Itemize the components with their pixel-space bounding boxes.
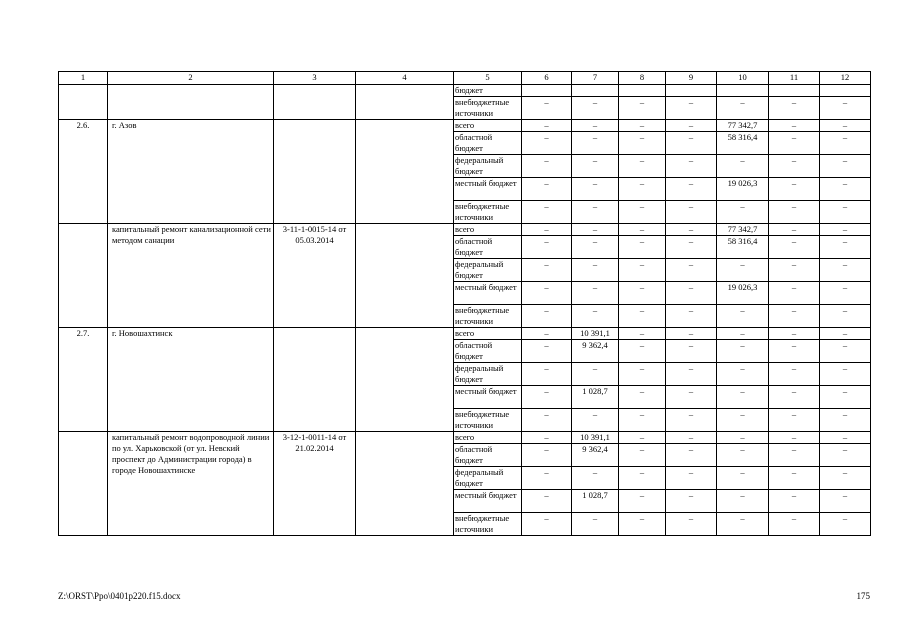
object-cell: капитальный ремонт водопроводной линии по ул. Харьковской (от ул. Невский проспект до Администрации города) в городе Новошахтинске — [108, 432, 274, 536]
funding-source-label: федеральный бюджет — [454, 155, 522, 178]
row-number-cell — [59, 85, 108, 120]
funding-source-label: внебюджетные источники — [454, 409, 522, 432]
value-cell-col10: – — [717, 386, 769, 409]
value-cell-col9: – — [666, 328, 717, 340]
value-cell-col9: – — [666, 132, 717, 155]
value-cell-col7: – — [572, 282, 619, 305]
object-cell: г. Новошахтинск — [108, 328, 274, 432]
value-cell-col8: – — [619, 282, 666, 305]
row-number-cell: 2.7. — [59, 328, 108, 432]
value-cell-col8: – — [619, 224, 666, 236]
value-cell-col12: – — [820, 340, 871, 363]
value-cell-col6: – — [522, 305, 572, 328]
value-cell-col9: – — [666, 282, 717, 305]
value-cell-col10: – — [717, 513, 769, 536]
funding-source-label: бюджет — [454, 85, 522, 97]
value-cell-col10: – — [717, 340, 769, 363]
value-cell-col6: – — [522, 513, 572, 536]
column-header-2: 2 — [108, 72, 274, 85]
value-cell-col12: – — [820, 178, 871, 201]
column-header-8: 8 — [619, 72, 666, 85]
value-cell-col10: – — [717, 363, 769, 386]
value-cell-col7: – — [572, 363, 619, 386]
value-cell-col7: 9 362,4 — [572, 340, 619, 363]
document-cell: 3-12-1-0011-14 от 21.02.2014 — [274, 432, 356, 536]
value-cell-col8: – — [619, 305, 666, 328]
value-cell-col11: – — [769, 132, 820, 155]
value-cell-col7: – — [572, 409, 619, 432]
funding-source-label: внебюджетные источники — [454, 201, 522, 224]
value-cell-col11: – — [769, 97, 820, 120]
value-cell-col10: – — [717, 432, 769, 444]
value-cell-col7: 1 028,7 — [572, 490, 619, 513]
value-cell-col11: – — [769, 224, 820, 236]
value-cell-col6: – — [522, 386, 572, 409]
value-cell-col11: – — [769, 513, 820, 536]
col4-cell — [356, 432, 454, 536]
funding-source-label: всего — [454, 328, 522, 340]
value-cell-col9: – — [666, 259, 717, 282]
value-cell-col9: – — [666, 97, 717, 120]
value-cell-col8: – — [619, 409, 666, 432]
value-cell-col7 — [572, 85, 619, 97]
value-cell-col7: – — [572, 178, 619, 201]
value-cell-col7: – — [572, 236, 619, 259]
col4-cell — [356, 85, 454, 120]
table-row — [59, 85, 871, 97]
value-cell-col6: – — [522, 201, 572, 224]
column-header-7: 7 — [572, 72, 619, 85]
value-cell-col11: – — [769, 305, 820, 328]
table-row — [59, 120, 871, 132]
value-cell-col7: – — [572, 305, 619, 328]
value-cell-col9: – — [666, 224, 717, 236]
value-cell-col8: – — [619, 490, 666, 513]
value-cell-col12: – — [820, 120, 871, 132]
value-cell-col10: 19 026,3 — [717, 282, 769, 305]
value-cell-col12: – — [820, 386, 871, 409]
value-cell-col8: – — [619, 201, 666, 224]
row-number-cell: 2.6. — [59, 120, 108, 224]
funding-source-label: местный бюджет — [454, 386, 522, 409]
value-cell-col12: – — [820, 155, 871, 178]
value-cell-col9: – — [666, 120, 717, 132]
value-cell-col10: – — [717, 305, 769, 328]
value-cell-col9: – — [666, 513, 717, 536]
value-cell-col12: – — [820, 224, 871, 236]
value-cell-col7: 10 391,1 — [572, 328, 619, 340]
column-header-9: 9 — [666, 72, 717, 85]
value-cell-col6: – — [522, 490, 572, 513]
value-cell-col6: – — [522, 444, 572, 467]
value-cell-col6: – — [522, 132, 572, 155]
funding-source-label: местный бюджет — [454, 282, 522, 305]
value-cell-col10: 58 316,4 — [717, 132, 769, 155]
value-cell-col10: 58 316,4 — [717, 236, 769, 259]
value-cell-col11: – — [769, 201, 820, 224]
value-cell-col10: – — [717, 328, 769, 340]
funding-source-label: областной бюджет — [454, 236, 522, 259]
value-cell-col6: – — [522, 282, 572, 305]
value-cell-col12: – — [820, 132, 871, 155]
value-cell-col10 — [717, 85, 769, 97]
value-cell-col8: – — [619, 432, 666, 444]
value-cell-col10: 19 026,3 — [717, 178, 769, 201]
value-cell-col6: – — [522, 409, 572, 432]
value-cell-col12: – — [820, 328, 871, 340]
value-cell-col11: – — [769, 178, 820, 201]
col4-cell — [356, 224, 454, 328]
value-cell-col6: – — [522, 467, 572, 490]
value-cell-col9 — [666, 85, 717, 97]
value-cell-col8: – — [619, 513, 666, 536]
value-cell-col9: – — [666, 386, 717, 409]
funding-source-label: внебюджетные источники — [454, 305, 522, 328]
value-cell-col11: – — [769, 409, 820, 432]
column-header-3: 3 — [274, 72, 356, 85]
funding-source-label: внебюджетные источники — [454, 97, 522, 120]
budget-table — [58, 71, 871, 536]
footer-page-number: 175 — [856, 591, 870, 601]
value-cell-col12: – — [820, 97, 871, 120]
value-cell-col8 — [619, 85, 666, 97]
value-cell-col9: – — [666, 444, 717, 467]
value-cell-col11: – — [769, 444, 820, 467]
value-cell-col10: – — [717, 97, 769, 120]
value-cell-col11: – — [769, 386, 820, 409]
value-cell-col8: – — [619, 328, 666, 340]
table-row — [59, 328, 871, 340]
value-cell-col9: – — [666, 490, 717, 513]
value-cell-col8: – — [619, 97, 666, 120]
value-cell-col12: – — [820, 467, 871, 490]
funding-source-label: местный бюджет — [454, 490, 522, 513]
value-cell-col7: 10 391,1 — [572, 432, 619, 444]
column-header-4: 4 — [356, 72, 454, 85]
value-cell-col11: – — [769, 340, 820, 363]
value-cell-col7: 9 362,4 — [572, 444, 619, 467]
value-cell-col12: – — [820, 282, 871, 305]
column-header-1: 1 — [59, 72, 108, 85]
value-cell-col7: – — [572, 259, 619, 282]
value-cell-col6 — [522, 85, 572, 97]
value-cell-col6: – — [522, 328, 572, 340]
value-cell-col8: – — [619, 236, 666, 259]
value-cell-col11: – — [769, 432, 820, 444]
funding-source-label: областной бюджет — [454, 340, 522, 363]
value-cell-col12: – — [820, 432, 871, 444]
value-cell-col8: – — [619, 132, 666, 155]
value-cell-col12: – — [820, 490, 871, 513]
value-cell-col7: – — [572, 155, 619, 178]
value-cell-col10: – — [717, 467, 769, 490]
object-cell: г. Азов — [108, 120, 274, 224]
funding-source-label: областной бюджет — [454, 444, 522, 467]
value-cell-col11: – — [769, 328, 820, 340]
value-cell-col7: – — [572, 132, 619, 155]
table-body — [59, 85, 871, 536]
value-cell-col12: – — [820, 305, 871, 328]
value-cell-col8: – — [619, 444, 666, 467]
table-row — [59, 432, 871, 444]
document-cell — [274, 328, 356, 432]
funding-source-label: федеральный бюджет — [454, 467, 522, 490]
value-cell-col7: – — [572, 224, 619, 236]
object-cell — [108, 85, 274, 120]
column-header-10: 10 — [717, 72, 769, 85]
value-cell-col7: 1 028,7 — [572, 386, 619, 409]
value-cell-col12: – — [820, 363, 871, 386]
table-row — [59, 224, 871, 236]
value-cell-col11: – — [769, 467, 820, 490]
value-cell-col11: – — [769, 363, 820, 386]
value-cell-col6: – — [522, 224, 572, 236]
value-cell-col6: – — [522, 340, 572, 363]
column-header-5: 5 — [454, 72, 522, 85]
value-cell-col6: – — [522, 178, 572, 201]
col4-cell — [356, 120, 454, 224]
value-cell-col9: – — [666, 467, 717, 490]
value-cell-col12: – — [820, 444, 871, 467]
funding-source-label: всего — [454, 120, 522, 132]
value-cell-col6: – — [522, 236, 572, 259]
value-cell-col6: – — [522, 432, 572, 444]
funding-source-label: федеральный бюджет — [454, 259, 522, 282]
value-cell-col10: – — [717, 201, 769, 224]
value-cell-col12: – — [820, 259, 871, 282]
value-cell-col12 — [820, 85, 871, 97]
value-cell-col8: – — [619, 155, 666, 178]
value-cell-col10: – — [717, 409, 769, 432]
value-cell-col10: – — [717, 444, 769, 467]
column-header-6: 6 — [522, 72, 572, 85]
value-cell-col12: – — [820, 409, 871, 432]
document-cell — [274, 120, 356, 224]
value-cell-col9: – — [666, 155, 717, 178]
value-cell-col6: – — [522, 363, 572, 386]
value-cell-col8: – — [619, 259, 666, 282]
value-cell-col7: – — [572, 201, 619, 224]
row-number-cell — [59, 224, 108, 328]
value-cell-col6: – — [522, 120, 572, 132]
value-cell-col12: – — [820, 513, 871, 536]
value-cell-col9: – — [666, 178, 717, 201]
column-number-row — [59, 72, 871, 85]
value-cell-col8: – — [619, 386, 666, 409]
funding-source-label: местный бюджет — [454, 178, 522, 201]
value-cell-col7: – — [572, 97, 619, 120]
value-cell-col6: – — [522, 259, 572, 282]
value-cell-col11: – — [769, 259, 820, 282]
value-cell-col7: – — [572, 120, 619, 132]
value-cell-col8: – — [619, 363, 666, 386]
document-cell: 3-11-1-0015-14 от 05.03.2014 — [274, 224, 356, 328]
value-cell-col11: – — [769, 120, 820, 132]
row-number-cell — [59, 432, 108, 536]
value-cell-col10: 77 342,7 — [717, 120, 769, 132]
col4-cell — [356, 328, 454, 432]
value-cell-col8: – — [619, 467, 666, 490]
funding-source-label: областной бюджет — [454, 132, 522, 155]
value-cell-col9: – — [666, 432, 717, 444]
value-cell-col8: – — [619, 178, 666, 201]
value-cell-col8: – — [619, 340, 666, 363]
value-cell-col6: – — [522, 155, 572, 178]
object-cell: капитальный ремонт канализационной сети методом санации — [108, 224, 274, 328]
value-cell-col10: – — [717, 155, 769, 178]
document-cell — [274, 85, 356, 120]
footer-file-path: Z:\ORST\Ppo\0401p220.f15.docx — [58, 591, 181, 601]
funding-source-label: всего — [454, 432, 522, 444]
value-cell-col9: – — [666, 409, 717, 432]
value-cell-col10: – — [717, 259, 769, 282]
value-cell-col11: – — [769, 490, 820, 513]
funding-source-label: внебюджетные источники — [454, 513, 522, 536]
value-cell-col12: – — [820, 201, 871, 224]
value-cell-col7: – — [572, 513, 619, 536]
funding-source-label: всего — [454, 224, 522, 236]
value-cell-col9: – — [666, 340, 717, 363]
value-cell-col10: – — [717, 490, 769, 513]
value-cell-col9: – — [666, 201, 717, 224]
value-cell-col6: – — [522, 97, 572, 120]
value-cell-col10: 77 342,7 — [717, 224, 769, 236]
value-cell-col8: – — [619, 120, 666, 132]
value-cell-col12: – — [820, 236, 871, 259]
value-cell-col11: – — [769, 236, 820, 259]
value-cell-col9: – — [666, 236, 717, 259]
value-cell-col9: – — [666, 363, 717, 386]
column-header-11: 11 — [769, 72, 820, 85]
value-cell-col11: – — [769, 282, 820, 305]
value-cell-col11 — [769, 85, 820, 97]
value-cell-col9: – — [666, 305, 717, 328]
column-header-12: 12 — [820, 72, 871, 85]
funding-source-label: федеральный бюджет — [454, 363, 522, 386]
value-cell-col11: – — [769, 155, 820, 178]
value-cell-col7: – — [572, 467, 619, 490]
